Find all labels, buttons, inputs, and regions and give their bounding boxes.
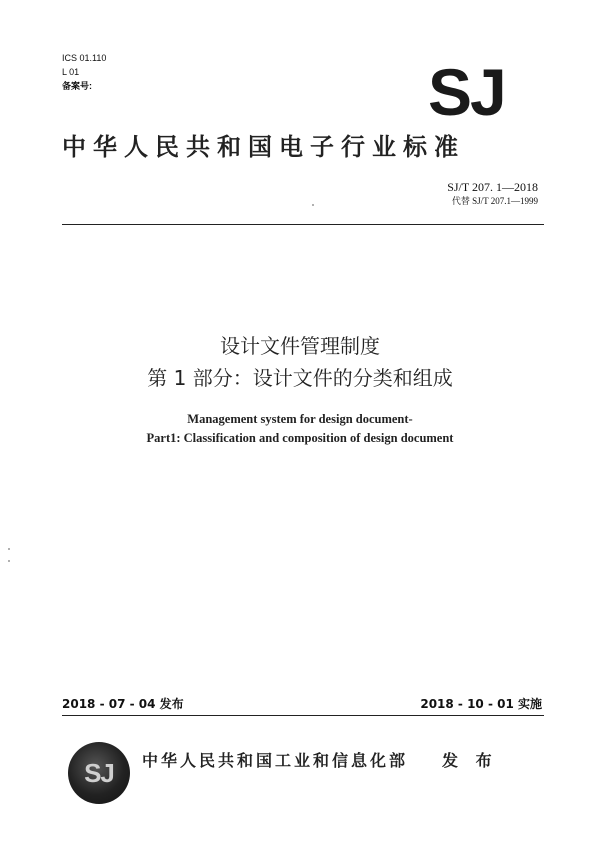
category-code: L 01 xyxy=(62,67,80,77)
organization-title: 中华人民共和国电子行业标准 xyxy=(62,133,465,161)
title-cn-line1: 设计文件管理制度 xyxy=(220,334,380,358)
effective-date: 2018 - 10 - 01 实施 xyxy=(420,697,542,711)
title-cn-line2: 第 1 部分：设计文件的分类和组成 xyxy=(147,366,453,390)
standard-number: SJ/T 207. 1—2018 xyxy=(447,180,538,194)
bottom-divider xyxy=(62,715,544,716)
replaced-standard: 代替 SJ/T 207.1—1999 xyxy=(451,196,538,206)
seal-text: SJ xyxy=(84,757,114,788)
print-speck xyxy=(8,560,10,562)
print-speck xyxy=(8,548,10,550)
title-en-line2: Part1: Classification and composition of design document xyxy=(146,431,454,445)
publish-date: 2018 - 07 - 04 发布 xyxy=(62,697,184,711)
ministry-seal-icon xyxy=(68,742,130,804)
top-divider xyxy=(62,224,544,225)
title-en-line1: Management system for design document- xyxy=(187,412,413,426)
issued-label: 发 布 xyxy=(442,751,498,770)
record-number-label: 备案号: xyxy=(62,81,92,91)
sj-logo: SJ xyxy=(428,55,505,129)
ics-code: ICS 01.110 xyxy=(62,53,107,63)
print-speck xyxy=(312,204,314,206)
issuing-authority: 中华人民共和国工业和信息化部 xyxy=(142,751,409,770)
